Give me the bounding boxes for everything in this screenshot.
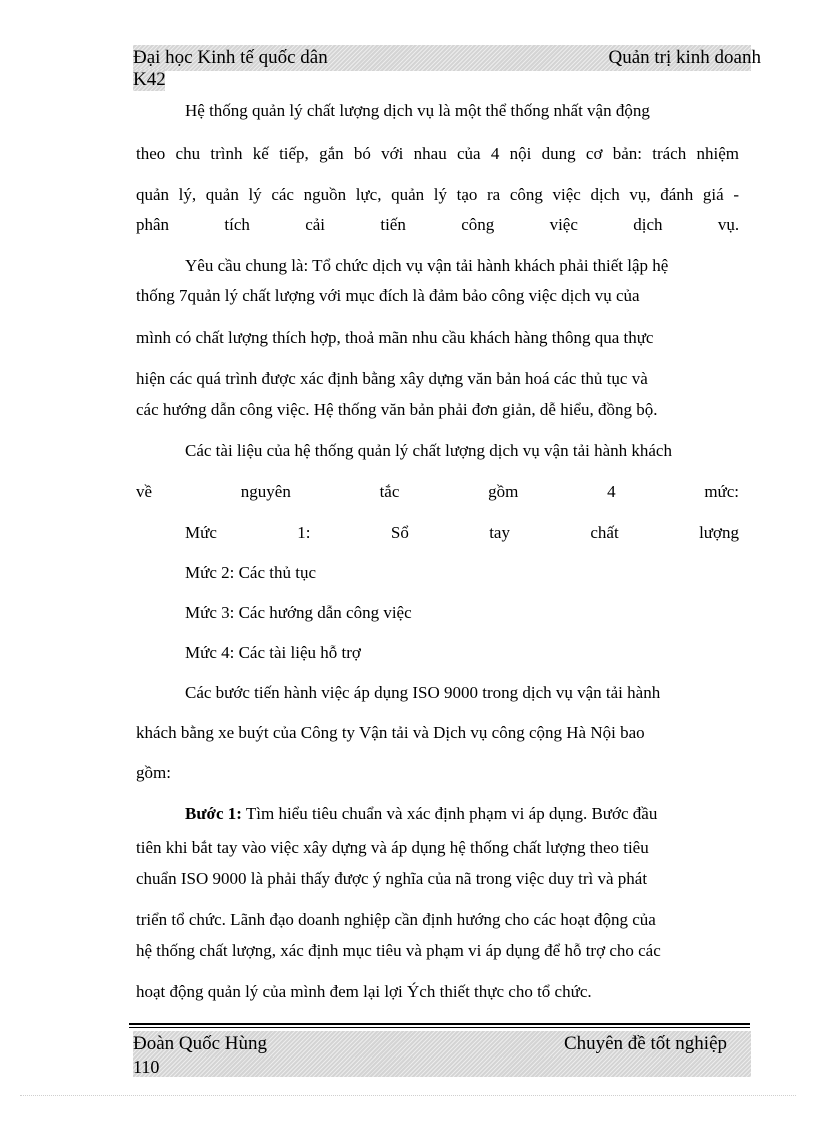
header-department: Quản trị kinh doanh	[608, 47, 761, 68]
paragraph-1-line-3: quản lý, quản lý các nguồn lực, quản lý tạo ra công việc dịch vụ, đánh giá -	[136, 185, 739, 204]
footer-line	[133, 1031, 751, 1057]
level-2: Mức 2: Các thủ tục	[185, 563, 317, 582]
paragraph-5-line-5: hệ thống chất lượng, xác định mục tiêu và phạm vi áp dụng để hỗ trợ cho các	[136, 941, 661, 960]
footer-rule-bottom	[129, 1027, 750, 1028]
header-university: Đại học Kinh tế quốc dân	[133, 47, 328, 68]
footer-title: Chuyên đề tốt nghiệp	[563, 1033, 727, 1054]
level-3: Mức 3: Các hướng dẫn công việc	[185, 603, 412, 622]
paragraph-4-line-1: Các bước tiến hành việc áp dụng ISO 9000 trong dịch vụ vận tải hành	[185, 683, 661, 702]
paragraph-5-line-4: triển tổ chức. Lãnh đạo doanh nghiệp cần định hướng cho các hoạt động của	[136, 910, 656, 929]
paragraph-2-line-2: thống 7quản lý chất lượng với mục đích là đảm bảo công việc dịch vụ của	[136, 286, 640, 305]
paragraph-4-line-2: khách bằng xe buýt của Công ty Vận tải và Dịch vụ công cộng Hà Nội bao	[136, 723, 645, 742]
paragraph-5-line-3: chuẩn ISO 9000 là phải thấy được ý nghĩa của nã trong việc duy trì và phát	[136, 869, 648, 888]
level-4: Mức 4: Các tài liệu hỗ trợ	[185, 643, 361, 662]
paragraph-2-line-1: Yêu cầu chung là: Tổ chức dịch vụ vận tải hành khách phải thiết lập hệ	[185, 256, 669, 275]
bottom-border	[20, 1095, 796, 1096]
page-footer	[133, 1031, 751, 1077]
footer-page-line	[133, 1057, 751, 1077]
page-header	[133, 45, 761, 91]
header-class-line	[133, 69, 165, 91]
paragraph-5-line-1: Bước 1: Tìm hiểu tiêu chuẩn và xác định phạm vi áp dụng. Bước đầu	[185, 804, 658, 823]
paragraph-1-line-4: phân tích cải tiến công việc dịch vụ.	[136, 215, 740, 234]
paragraph-4-line-3: gồm:	[136, 763, 171, 782]
paragraph-1-line-2: theo chu trình kế tiếp, gắn bó với nhau của 4 nội dung cơ bản: trách nhiệm	[136, 144, 739, 163]
paragraph-3-line-1: Các tài liệu của hệ thống quản lý chất lượng dịch vụ vận tải hành khách	[185, 441, 672, 460]
paragraph-2-line-4: hiện các quá trình được xác định bằng xây dựng văn bản hoá các thủ tục và	[136, 369, 648, 388]
paragraph-5-line-2: tiên khi bắt tay vào việc xây dựng và áp dụng hệ thống chất lượng theo tiêu	[136, 838, 649, 857]
paragraph-3-line-2: về nguyên tắc gồm 4 mức:	[136, 482, 740, 501]
paragraph-5-line-6: hoạt động quản lý của mình đem lại lợi Ých thiết thực cho tổ chức.	[136, 982, 592, 1001]
paragraph-2-line-3: mình có chất lượng thích hợp, thoả mãn nhu cầu khách hàng thông qua thực	[136, 328, 654, 347]
step-label: Bước 1:	[185, 804, 242, 823]
footer-rule-top	[129, 1023, 750, 1025]
paragraph-2-line-5: các hướng dẫn công việc. Hệ thống văn bản phải đơn giản, dễ hiểu, đồng bộ.	[136, 400, 658, 419]
paragraph-1-line-1: Hệ thống quản lý chất lượng dịch vụ là một thể thống nhất vận động	[185, 101, 650, 120]
page-number: 110	[133, 1057, 160, 1077]
header-class: K42	[133, 69, 166, 90]
header-line	[133, 45, 761, 71]
footer-author: Đoàn Quốc Hùng	[133, 1033, 268, 1054]
level-1: Mức 1: Sổ tay chất lượng	[185, 523, 739, 542]
